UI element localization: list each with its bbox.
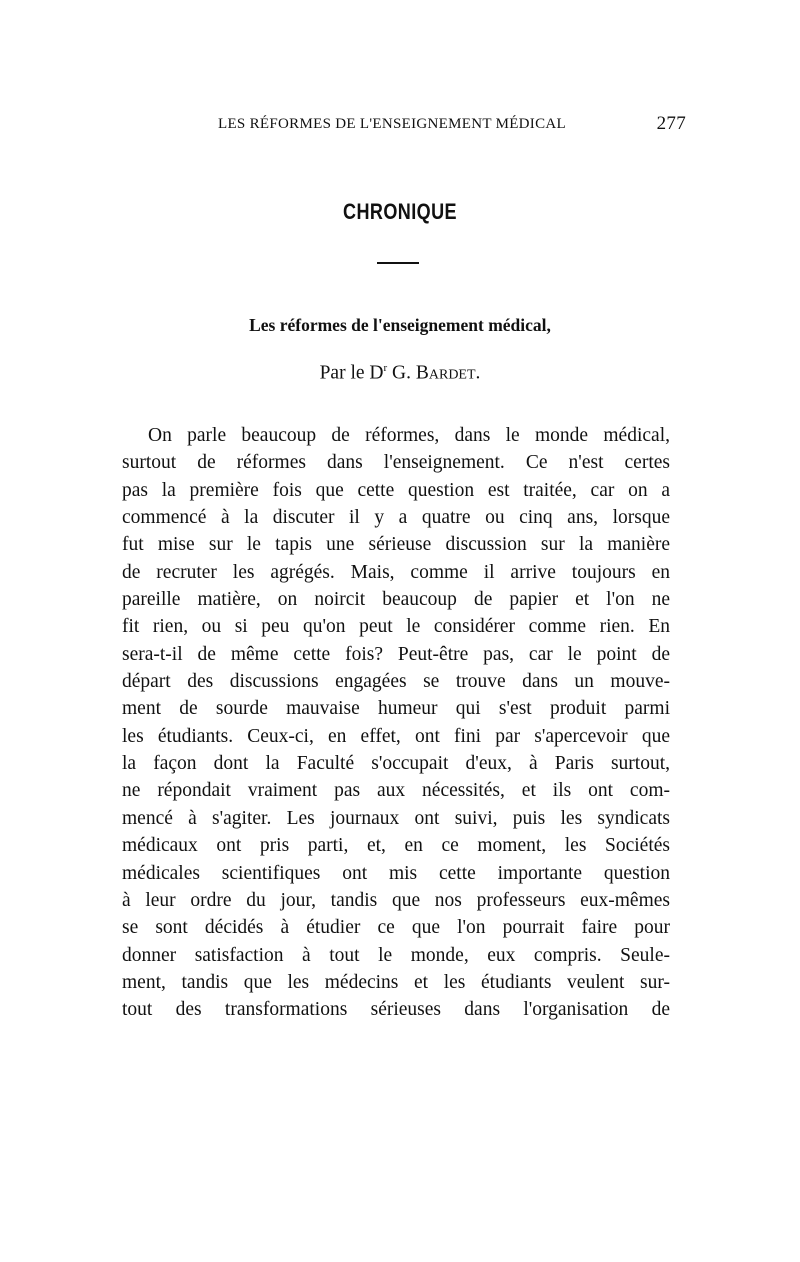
text-line: tout des transformations sérieuses dans l'organisation de: [122, 999, 670, 1021]
running-head-title: LES RÉFORMES DE L'ENSEIGNEMENT MÉDICAL: [218, 116, 566, 132]
text-line: sera-t-il de même cette fois? Peut-être pas, car le point de: [122, 643, 670, 665]
page-number: 277: [656, 113, 686, 134]
text-line: départ des discussions engagées se trouve dans un mouve-: [122, 671, 670, 693]
text-line: médicales scientifiques ont mis cette importante question: [122, 862, 670, 884]
text-line: mencé à s'agiter. Les journaux ont suivi, puis les syndicats: [122, 807, 670, 829]
byline: [0, 362, 800, 385]
text-line: à leur ordre du jour, tandis que nos professeurs eux-mêmes: [122, 889, 670, 911]
body-paragraph: [122, 422, 670, 1024]
text-line: commencé à la discuter il y a quatre ou cinq ans, lorsque: [122, 507, 670, 529]
byline-prefix: Par le D: [319, 362, 384, 384]
text-line: les étudiants. Ceux-ci, en effet, ont fini par s'apercevoir que: [122, 725, 670, 747]
text-line: médicaux ont pris parti, et, en ce moment, les Sociétés: [122, 835, 670, 857]
text-line: surtout de réformes dans l'enseignement. Ce n'est certes: [122, 452, 670, 474]
text-line: de recruter les agrégés. Mais, comme il arrive toujours en: [122, 561, 670, 583]
text-line: pas la première fois que cette question est traitée, car on a: [122, 479, 670, 501]
text-line: pareille matière, on noircit beaucoup de papier et l'on ne: [122, 589, 670, 611]
text-line: ne répondait vraiment pas aux nécessités, et ils ont com-: [122, 780, 670, 802]
text-line: donner satisfaction à tout le monde, eux compris. Seule-: [122, 944, 670, 966]
text-line: ment, tandis que les médecins et les étudiants veulent sur-: [122, 971, 670, 993]
text-line: se sont décidés à étudier ce que l'on pourrait faire pour: [122, 917, 670, 939]
text-line: fut mise sur le tapis une sérieuse discussion sur la manière: [122, 534, 670, 556]
separator-rule: [377, 262, 419, 264]
article-title: Les réformes de l'enseignement médical,: [249, 315, 551, 335]
text-line: la façon dont la Faculté s'occupait d'eux, à Paris surtout,: [122, 753, 670, 775]
text-line: On parle beaucoup de réformes, dans le monde médical,: [148, 425, 670, 446]
byline-title-sup: r: [383, 362, 388, 374]
section-title: CHRONIQUE: [343, 199, 457, 224]
text-line: fit rien, ou si peu qu'on peut le considérer comme rien. En: [122, 616, 670, 638]
text-line: ment de sourde mauvaise humeur qui s'est produit parmi: [122, 698, 670, 720]
byline-author: G. Bardet.: [392, 362, 481, 384]
